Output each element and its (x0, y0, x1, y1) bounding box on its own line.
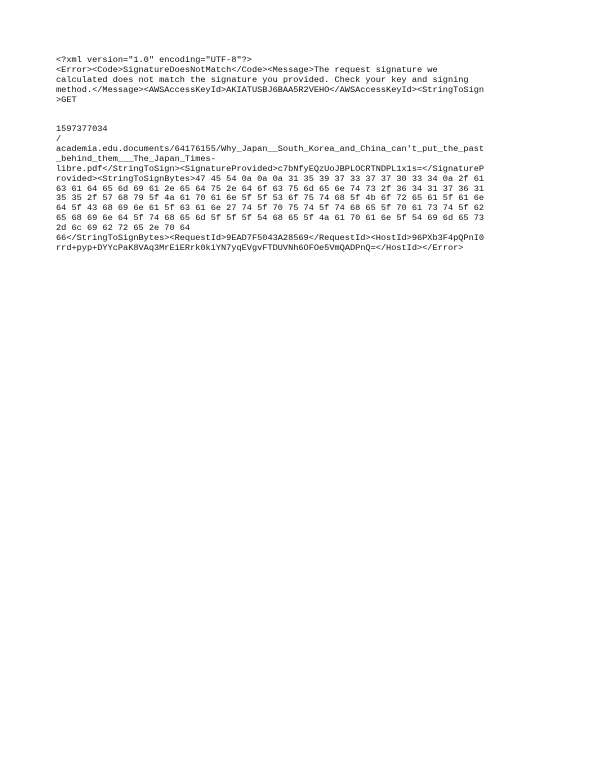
blank-line (56, 115, 546, 125)
text-line: libre.pdf</StringToSign><SignatureProvided>c7bNfyEQzUoJBPLOCRTNDPL1x1s=</SignatureP (56, 164, 485, 174)
text-line: 1597377034 (56, 125, 108, 135)
text-line: <Error><Code>SignatureDoesNotMatch</Code><Message>The request signature we (56, 65, 438, 75)
blank-line (56, 105, 546, 115)
text-line: method.</Message><AWSAccessKeyId>AKIATUSBJ6BAA5R2VEHO</AWSAccessKeyId><StringToSign (56, 85, 485, 95)
text-line: calculated does not match the signature you provided. Check your key and signing (56, 75, 469, 85)
xml-error-text (56, 56, 546, 254)
text-line: 66</StringToSignBytes><RequestId>9EAD7F5043A28569</RequestId><HostId>96PXb3F4pQPnI0 (56, 234, 485, 244)
text-line: / (56, 135, 62, 145)
text-line: <?xml version="1.0" encoding="UTF-8"?> (56, 56, 252, 65)
text-line: academia.edu.documents/64176155/Why_Japan__South_Korea_and_China_can't_put_the_past (56, 145, 485, 155)
text-line: >GET (56, 95, 77, 105)
text-line: 63 61 64 65 6d 69 61 2e 65 64 75 2e 64 6f 63 75 6d 65 6e 74 73 2f 36 34 31 37 36 31 (56, 184, 485, 194)
text-line: 65 68 69 6e 64 5f 74 68 65 6d 5f 5f 5f 54 68 65 5f 4a 61 70 61 6e 5f 54 69 6d 65 73 (56, 214, 485, 224)
text-line: 64 5f 43 68 69 6e 61 5f 63 61 6e 27 74 5f 70 75 74 5f 74 68 65 5f 70 61 73 74 5f 62 (56, 204, 485, 214)
text-line: rovided><StringToSignBytes>47 45 54 0a 0a 0a 31 35 39 37 33 37 37 30 33 34 0a 2f 61 (56, 174, 485, 184)
text-line: _behind_them___The_Japan_Times- (56, 154, 216, 164)
text-line: rrd+pyp+DYYcPaK8VAq3MrEiERrk0kiYN7yqEVgvFTDUVNh6OFOe5VmQADPnQ=</HostId></Error> (56, 243, 464, 253)
text-line: 35 35 2f 57 68 79 5f 4a 61 70 61 6e 5f 5f 53 6f 75 74 68 5f 4b 6f 72 65 61 5f 61 6e (56, 194, 485, 204)
text-line: 2d 6c 69 62 72 65 2e 70 64 (56, 224, 191, 234)
